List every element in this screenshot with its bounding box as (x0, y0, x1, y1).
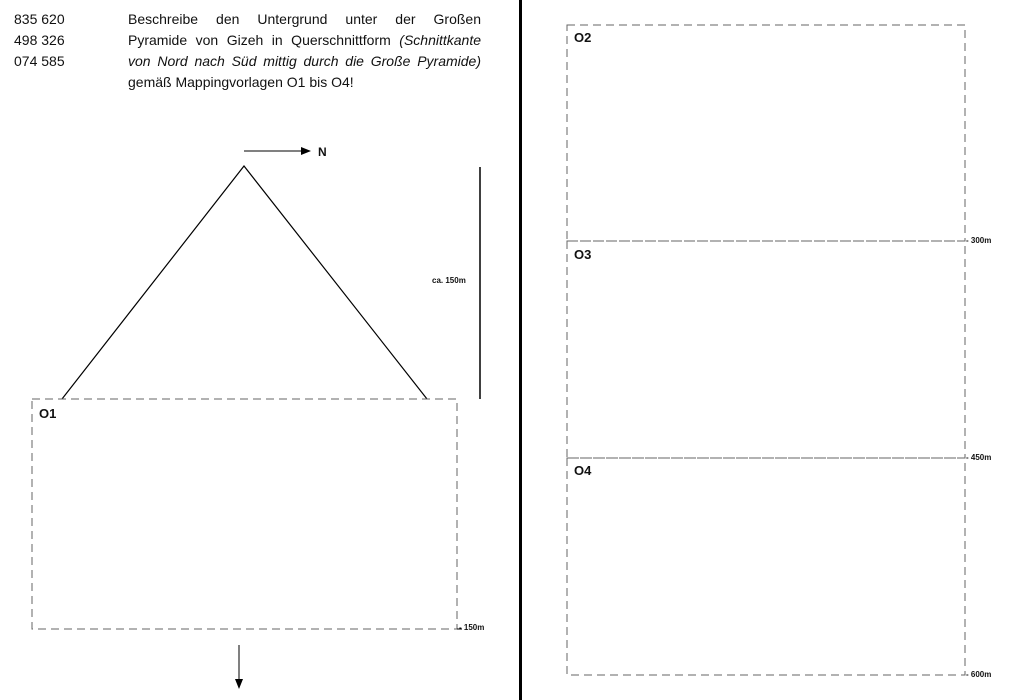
code-3: 074 585 (14, 53, 65, 69)
depth-tick-450: - 450m (966, 453, 992, 462)
template-o1-box (32, 399, 457, 629)
code-1: 835 620 (14, 11, 65, 27)
depth-tick-150: - 150m (459, 623, 485, 632)
template-o3-box (567, 241, 965, 458)
height-label: ca. 150m (432, 276, 466, 285)
template-o2-label: O2 (574, 30, 592, 45)
depth-tick-300: - 300m (966, 236, 992, 245)
depth-tick-600: - 600m (966, 670, 992, 679)
pyramid-outline (62, 166, 427, 399)
template-o3-label: O3 (574, 247, 592, 262)
template-o4-label: O4 (574, 463, 592, 478)
code-2: 498 326 (14, 32, 65, 48)
task-line-3-italic: von Nord nach Süd mittig durch die Große Pyramide) (128, 53, 481, 69)
template-o1-label: O1 (39, 406, 57, 421)
template-o4-box (567, 458, 965, 675)
task-line-1: Beschreibe den Untergrund unter der Großen (128, 11, 481, 27)
template-o2-box (567, 25, 965, 241)
task-line-4: gemäß Mappingvorlagen O1 bis O4! (128, 74, 354, 90)
north-label: N (318, 145, 327, 159)
task-line-2-normal: Pyramide von Gizeh in Querschnittform (128, 32, 400, 48)
task-line-2-italic: (Schnittkante (399, 32, 481, 48)
